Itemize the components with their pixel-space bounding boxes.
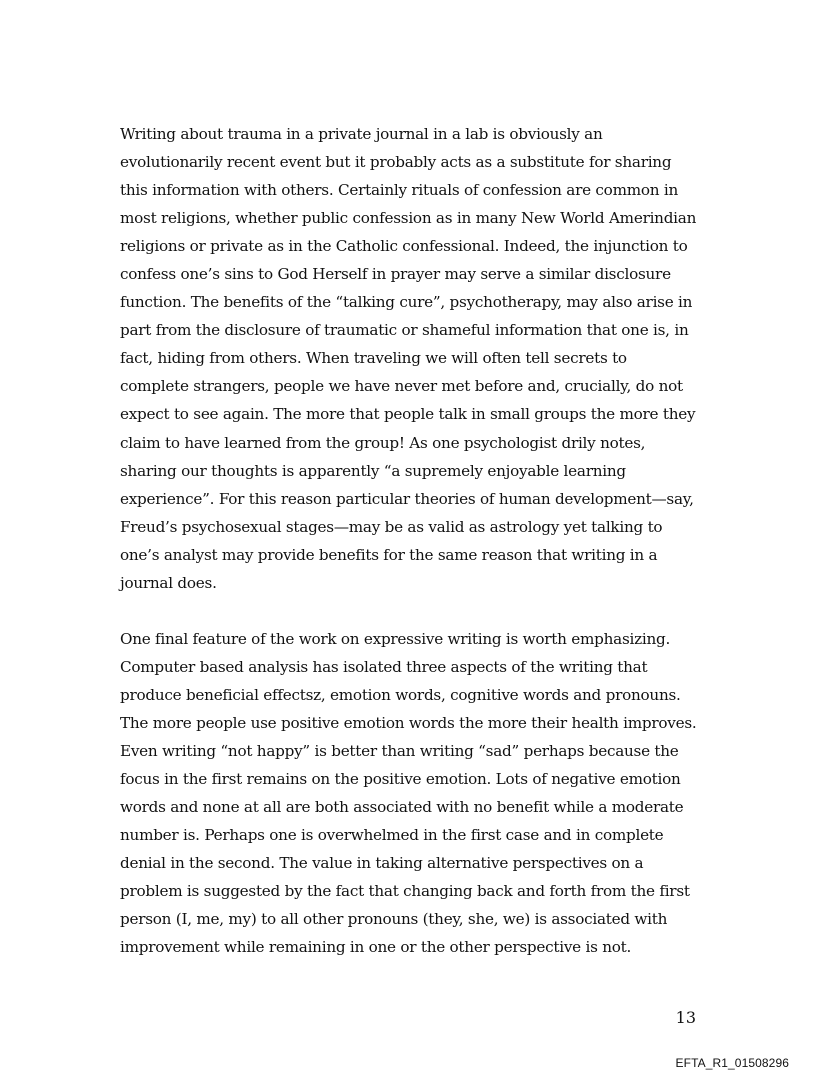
paragraph: One final feature of the work on expressive writing is worth emphasizing. Computer based analysis has isolated three aspects of the writing that produce beneficial effectsz, emotion words, cognitive words and pronouns. The more people use positive emotion words the more their health improves. Even writing “not happy” is better than writing “sad” perhaps because the focus in the first remains on the positive emotion. Lots of negative emotion words and none at all are both associated with no benefit while a moderate number is. Perhaps one is overwhelmed in the first case and in complete denial in the second. The value in taking alternative perspectives on a problem is suggested by the fact that changing back and forth from the first person (I, me, my) to all other pronouns (they, she, we) is associated with improvement while remaining in one or the other perspective is not.: [120, 629, 697, 957]
paragraph: Writing about trauma in a private journal in a lab is obviously an evolutionarily recent event but it probably acts as a substitute for sharing this information with others. Certainly rituals of confession are common in most religions, whether public confession as in many New World Amerindian religions or private as in the Catholic confessional. Indeed, the injunction to confess one’s sins to God Herself in prayer may serve a similar disclosure function. The benefits of the “talking cure”, psychotherapy, may also arise in part from the disclosure of traumatic or shameful information that one is, in fact, hiding from others. When traveling we will often tell secrets to complete strangers, people we have never met before and, crucially, do not expect to see again. The more that people talk in small groups the more they claim to have learned from the group! As one psychologist drily notes, sharing our thoughts is apparently “a supremely enjoyable learning experience”. For this reason particular theories of human development—say, Freud’s psychosexual stages—may be as valid as astrology yet talking to one’s analyst may provide benefits for the same reason that writing in a journal does.: [120, 125, 697, 592]
body-text: [120, 120, 700, 989]
document-id-stamp: EFTA_R1_01508296: [675, 1056, 789, 1070]
page-number: 13: [675, 1008, 696, 1027]
